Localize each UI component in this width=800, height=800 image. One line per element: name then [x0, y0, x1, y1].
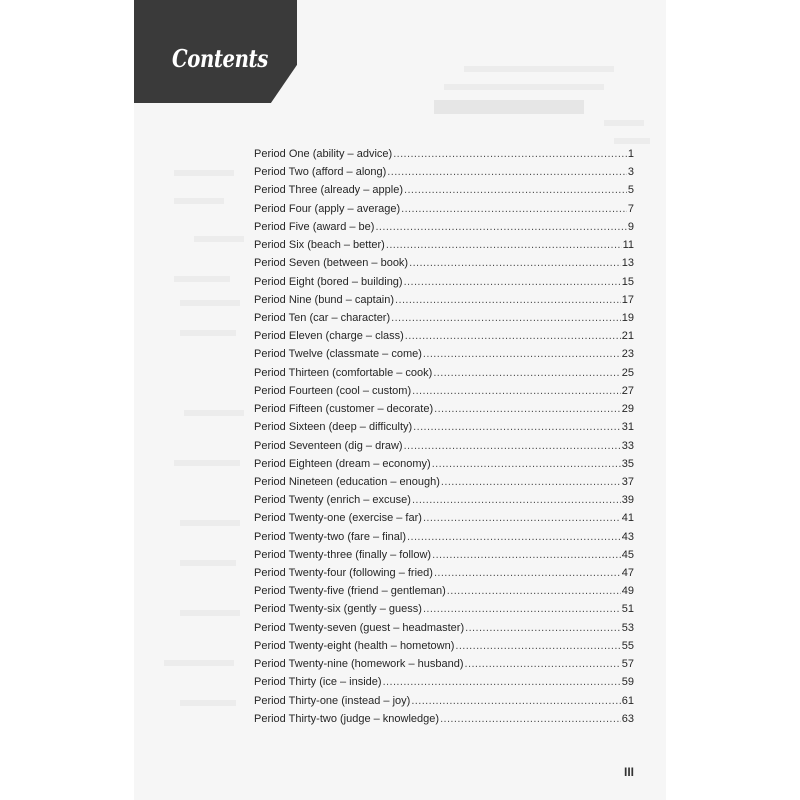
toc-entry-title: Period Twenty-seven (guest – headmaster): [254, 621, 465, 634]
toc-entry-title: Period Seven (between – book): [254, 257, 409, 270]
toc-dot-leader: [465, 622, 621, 634]
toc-entry[interactable]: [254, 203, 634, 221]
toc-entry[interactable]: [254, 385, 634, 403]
toc-entry-title: Period Twenty-five (friend – gentleman): [254, 585, 446, 598]
toc-entry-page: 41: [621, 512, 634, 525]
toc-entry[interactable]: [254, 348, 634, 366]
toc-entry-title: Period Four (apply – average): [254, 202, 401, 215]
toc-entry-title: Period Twenty-three (finally – follow): [254, 548, 432, 561]
toc-dot-leader: [404, 276, 621, 288]
toc-dot-leader: [441, 476, 621, 488]
toc-entry-page: 1: [627, 148, 634, 160]
toc-dot-leader: [423, 603, 621, 615]
toc-entry[interactable]: [254, 330, 634, 348]
toc-entry-page: 27: [621, 384, 634, 397]
toc-dot-leader: [383, 676, 621, 688]
toc-entry-title: Period Six (beach – better): [254, 239, 385, 252]
toc-entry-page: 11: [622, 239, 634, 252]
toc-dot-leader: [432, 549, 621, 561]
toc-entry-page: 9: [627, 220, 634, 233]
toc-entry-title: Period Twenty-four (following – fried): [254, 567, 433, 580]
toc-dot-leader: [434, 403, 621, 415]
table-of-contents: [254, 148, 634, 731]
toc-entry-page: 49: [621, 585, 634, 598]
toc-entry-title: Period Thirty (ice – inside): [254, 676, 382, 689]
toc-entry-page: 39: [621, 494, 634, 507]
toc-entry[interactable]: [254, 440, 634, 458]
toc-entry-title: Period Fourteen (cool – custom): [254, 384, 412, 397]
toc-dot-leader: [434, 567, 621, 579]
toc-entry-page: 19: [621, 311, 634, 324]
toc-entry-title: Period Eight (bored – building): [254, 275, 403, 288]
toc-dot-leader: [432, 458, 621, 470]
toc-entry-title: Period Twenty-eight (health – hometown): [254, 639, 455, 652]
toc-entry-page: 15: [621, 275, 634, 288]
toc-entry-title: Period Seventeen (dig – draw): [254, 439, 403, 452]
toc-entry-title: Period Eleven (charge – class): [254, 330, 404, 343]
toc-entry-title: Period Nineteen (education – enough): [254, 475, 440, 488]
toc-entry-page: 53: [621, 621, 634, 634]
toc-dot-leader: [412, 494, 621, 506]
toc-entry-page: 37: [621, 475, 634, 488]
toc-entry[interactable]: [254, 221, 634, 239]
toc-entry-title: Period One (ability – advice): [254, 148, 393, 160]
toc-entry-page: 45: [621, 548, 634, 561]
toc-entry[interactable]: [254, 166, 634, 184]
toc-entry-page: 31: [621, 421, 634, 434]
toc-dot-leader: [404, 184, 627, 196]
toc-entry[interactable]: [254, 148, 634, 166]
toc-entry-page: 13: [621, 257, 634, 270]
toc-entry[interactable]: [254, 494, 634, 512]
toc-dot-leader: [455, 640, 620, 652]
toc-dot-leader: [386, 239, 622, 251]
toc-entry[interactable]: [254, 403, 634, 421]
toc-entry-title: Period Five (award – be): [254, 220, 375, 233]
toc-entry[interactable]: [254, 184, 634, 202]
toc-entry-title: Period Eighteen (dream – economy): [254, 457, 431, 470]
toc-entry-page: 7: [627, 202, 634, 215]
toc-entry[interactable]: [254, 640, 634, 658]
toc-entry[interactable]: [254, 367, 634, 385]
toc-entry[interactable]: [254, 622, 634, 640]
toc-entry-page: 59: [621, 676, 634, 689]
page-number: III: [624, 765, 635, 779]
toc-dot-leader: [405, 330, 621, 342]
toc-entry-page: 55: [621, 639, 634, 652]
toc-entry-title: Period Fifteen (customer – decorate): [254, 403, 434, 416]
toc-entry-title: Period Twenty-nine (homework – husband): [254, 658, 464, 671]
toc-entry[interactable]: [254, 458, 634, 476]
toc-entry-title: Period Twenty-one (exercise – far): [254, 512, 422, 525]
toc-entry[interactable]: [254, 276, 634, 294]
toc-entry-title: Period Thirteen (comfortable – cook): [254, 366, 433, 379]
toc-entry[interactable]: [254, 549, 634, 567]
toc-entry-title: Period Thirty-two (judge – knowledge): [254, 712, 440, 725]
toc-dot-leader: [412, 385, 621, 397]
toc-entry-page: 63: [621, 712, 634, 725]
toc-entry-page: 51: [621, 603, 634, 616]
document-page: [134, 0, 666, 800]
toc-dot-leader: [375, 221, 626, 233]
toc-entry[interactable]: [254, 257, 634, 275]
toc-dot-leader: [387, 166, 627, 178]
toc-dot-leader: [465, 658, 621, 670]
toc-entry-page: 35: [621, 457, 634, 470]
toc-entry-title: Period Twelve (classmate – come): [254, 348, 422, 361]
toc-dot-leader: [447, 585, 621, 597]
toc-entry-title: Period Two (afford – along): [254, 166, 387, 179]
toc-entry-page: 47: [621, 567, 634, 580]
toc-dot-leader: [393, 148, 627, 160]
toc-entry-page: 61: [621, 694, 634, 707]
toc-dot-leader: [433, 367, 620, 379]
toc-entry-page: 5: [627, 184, 634, 197]
toc-dot-leader: [401, 203, 627, 215]
toc-entry-page: 23: [621, 348, 634, 361]
toc-entry-title: Period Thirty-one (instead – joy): [254, 694, 411, 707]
toc-entry-title: Period Three (already – apple): [254, 184, 403, 197]
toc-entry[interactable]: [254, 603, 634, 621]
toc-entry-page: 29: [621, 403, 634, 416]
toc-entry-page: 17: [621, 293, 634, 306]
toc-dot-leader: [404, 440, 621, 452]
toc-entry-title: Period Sixteen (deep – difficulty): [254, 421, 413, 434]
toc-dot-leader: [411, 695, 620, 707]
toc-entry-page: 21: [621, 330, 634, 343]
toc-entry-title: Period Twenty (enrich – excuse): [254, 494, 411, 507]
toc-entry-title: Period Ten (car – character): [254, 311, 391, 324]
toc-entry[interactable]: [254, 585, 634, 603]
toc-dot-leader: [423, 348, 621, 360]
toc-entry[interactable]: [254, 531, 634, 549]
toc-entry[interactable]: [254, 567, 634, 585]
toc-dot-leader: [413, 421, 621, 433]
toc-entry-title: Period Twenty-two (fare – final): [254, 530, 407, 543]
toc-entry-page: 43: [621, 530, 634, 543]
toc-entry-page: 25: [621, 366, 634, 379]
toc-entry-page: 33: [621, 439, 634, 452]
toc-dot-leader: [391, 312, 621, 324]
toc-entry[interactable]: [254, 476, 634, 494]
toc-entry[interactable]: [254, 294, 634, 312]
toc-entry-title: Period Twenty-six (gently – guess): [254, 603, 422, 616]
toc-dot-leader: [423, 512, 621, 524]
toc-entry[interactable]: [254, 512, 634, 530]
toc-dot-leader: [395, 294, 621, 306]
toc-dot-leader: [407, 531, 621, 543]
toc-entry[interactable]: [254, 695, 634, 713]
toc-entry-page: 57: [621, 658, 634, 671]
toc-entry[interactable]: [254, 239, 634, 257]
toc-entry[interactable]: [254, 312, 634, 330]
toc-dot-leader: [409, 257, 621, 269]
toc-entry[interactable]: [254, 676, 634, 694]
page-title: Contents: [172, 44, 268, 73]
toc-entry-title: Period Nine (bund – captain): [254, 293, 395, 306]
toc-entry[interactable]: [254, 658, 634, 676]
toc-entry[interactable]: [254, 421, 634, 439]
toc-entry-page: 3: [627, 166, 634, 179]
toc-entry[interactable]: [254, 713, 634, 731]
toc-dot-leader: [440, 713, 621, 725]
